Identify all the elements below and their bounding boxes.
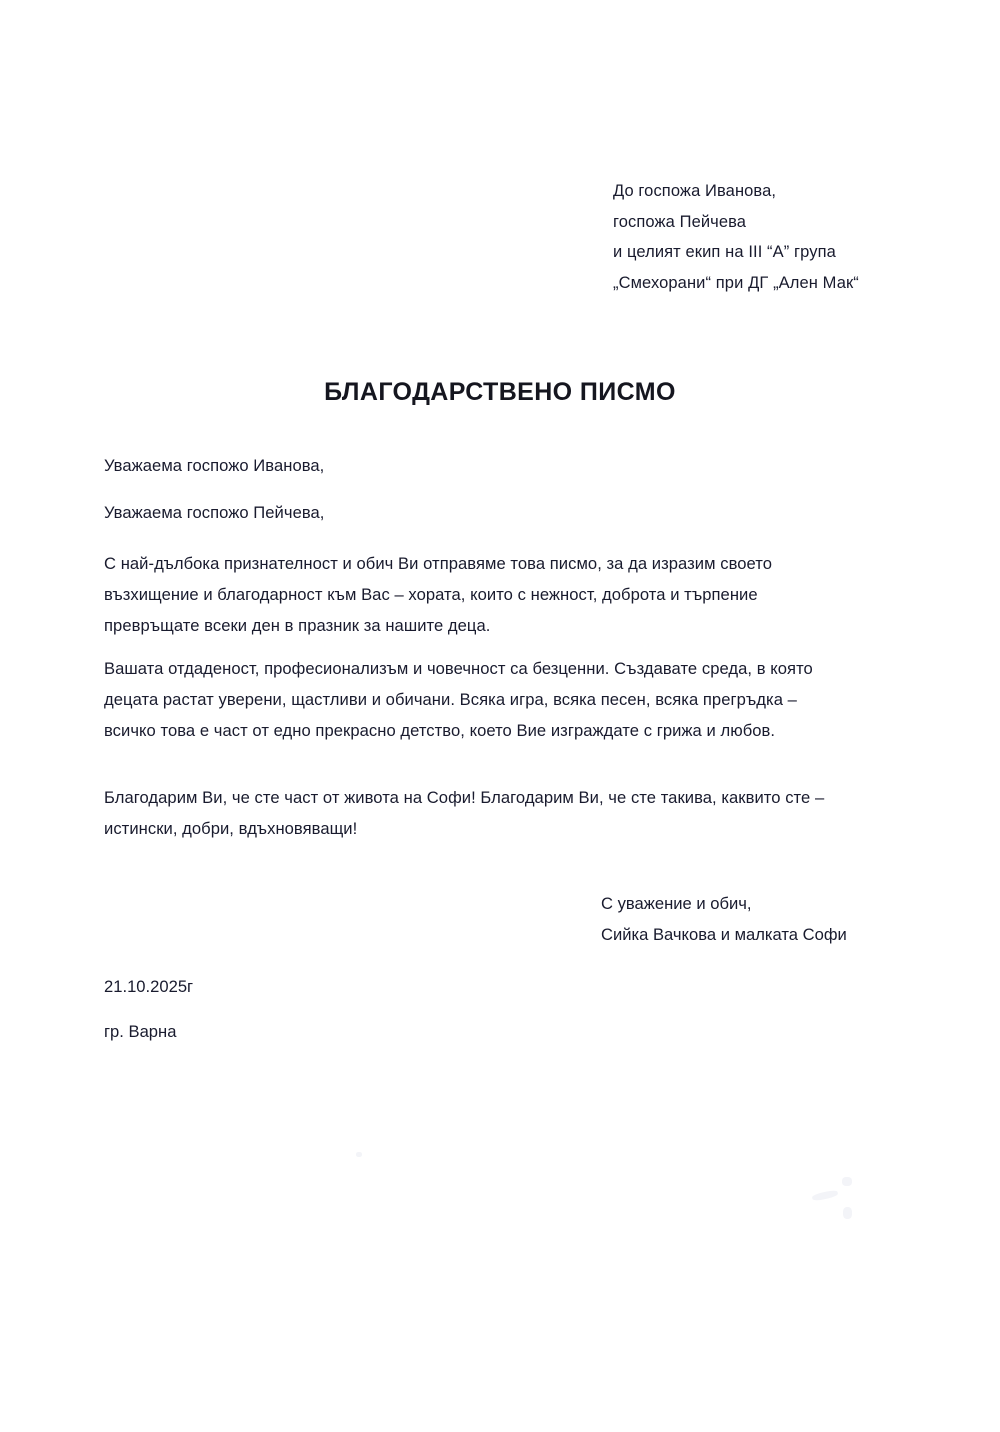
addressee-line-4: „Смехорани“ при ДГ „Ален Мак“ <box>613 273 859 292</box>
document-place: гр. Варна <box>104 1022 177 1041</box>
signature-block <box>601 888 961 950</box>
body-paragraph-2: Вашата отдаденост, професионализъм и човечност са безценни. Създавате среда, в която децата растат уверени, щастливи и обичани. Всяка игра, всяка песен, всяка прегръдка – всичко това е част от едно прекрасно детство, което Вие изграждате с грижа и любов. <box>104 659 813 740</box>
addressee-line-3: и целият екип на III “А” група <box>613 243 836 261</box>
addressee-line-2: госпожа Пейчева <box>613 212 747 231</box>
scan-artifact <box>843 1207 852 1219</box>
scan-artifact <box>356 1152 362 1157</box>
signature-closing: С уважение и обич, <box>601 894 752 913</box>
footer-meta <box>104 971 193 1047</box>
scan-artifact <box>812 1189 839 1201</box>
addressee-line-1: До госпожа Иванова, <box>613 182 777 200</box>
body-paragraph-3: Благодарим Ви, че сте част от живота на Софи! Благодарим Ви, че сте такива, каквито сте – истински, добри, вдъхновяващи! <box>104 788 825 838</box>
letter-body <box>104 450 849 856</box>
addressee-block <box>613 176 953 298</box>
page-title: БЛАГОДАРСТВЕНО ПИСМО <box>324 377 676 406</box>
salutation-peycheva: Уважаема госпожо Пейчева, <box>104 503 325 522</box>
document-date: 21.10.2025г <box>104 977 194 996</box>
salutation-ivanova: Уважаема госпожо Иванова, <box>104 456 325 475</box>
signature-name: Сийка Вачкова и малката Софи <box>601 925 847 944</box>
scan-artifact <box>842 1177 852 1186</box>
body-paragraph-1: С най-дълбока признателност и обич Ви отправяме това писмо, за да изразим своето възхищение и благодарност към Вас – хората, които с нежност, доброта и търпение превръщате всеки ден в празник за нашите деца. <box>104 554 772 635</box>
